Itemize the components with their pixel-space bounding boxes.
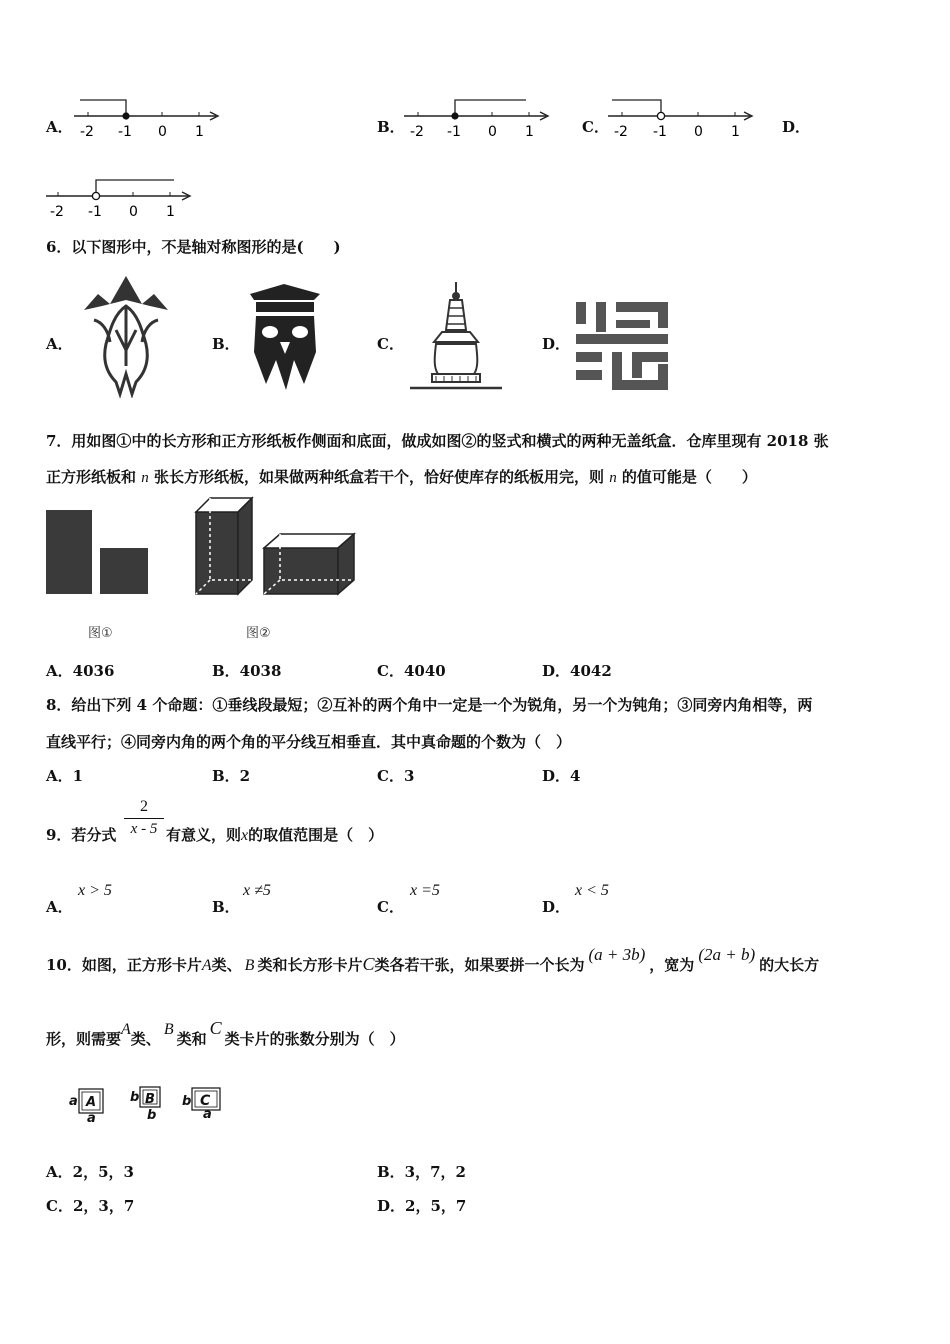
q9-rest: 有意义，则x的取值范围是（ ） [166,826,384,844]
option-letter: B． [377,118,405,136]
q9-option-a-expr: x > 5 [78,882,112,899]
q10-option-b: B．3，7，2 [377,1163,466,1181]
q9-option-d-expr: x < 5 [575,882,609,899]
q7-option-a: A．4036 [46,662,115,680]
card-a-label: A [86,1095,97,1110]
q9-prefix: 9．若分式 [46,826,117,844]
figure-icon-c [406,280,504,394]
number-line-c [604,94,764,140]
q9-option-a-letter: A． [46,898,73,916]
tick-label: 1 [166,204,175,220]
card-c-label: C [200,1093,211,1109]
figure-2-caption: 图② [246,626,271,641]
card-a-side: a [69,1094,78,1109]
q6-option-a: A． [46,335,73,353]
card-b-bottom: b [147,1108,157,1123]
number-line-d [42,174,202,220]
q8-line2: 直线平行；④同旁内角的两个角的平分线互相垂直．其中真命题的个数为（ ） [46,733,572,751]
q10-option-d: D．2，5，7 [377,1197,467,1215]
q6-option-d: D． [542,335,571,353]
q10-cards [66,1082,236,1126]
tick-label: -1 [653,124,667,140]
q7-line1: 7．用如图①中的长方形和正方形纸板作侧面和底面，做成如图②的竖式和横式的两种无盖纸盒．仓库里现有 2018 张 [46,432,829,450]
q8-option-c: C．3 [377,767,415,785]
q7-option-c: C．4040 [377,662,446,680]
number-line-b [400,94,560,140]
card-a-bottom: a [87,1111,96,1126]
tick-label: -2 [50,204,64,220]
tick-label: 0 [129,204,138,220]
tick-label: -1 [88,204,102,220]
tick-label: -1 [447,124,461,140]
tick-label: 0 [158,124,167,140]
q10-line1: 10．如图，正方形卡片A类、 B 类和长方形卡片C类各若干张，如果要拼一个长为(a + 3b)，宽为(2a + b)的大长方 [46,945,820,974]
tick-label: -2 [80,124,94,140]
fraction-denominator: x - 5 [130,821,158,837]
q9-option-b-letter: B． [212,898,240,916]
q9-option-d-letter: D． [542,898,571,916]
q8-option-a: A．1 [46,767,84,785]
tick-label: 1 [525,124,534,140]
q8-option-d: D．4 [542,767,581,785]
q6-option-c: C． [377,335,404,353]
card-c-side: b [182,1094,192,1109]
q8-line1: 8．给出下列 4 个命题：①垂线段最短；②互补的两个角中一定是一个为锐角，另一个为钝角；③同旁内角相等，两 [46,696,813,714]
q7-option-d: D．4042 [542,662,612,680]
tick-label: 0 [694,124,703,140]
tick-label: -2 [614,124,628,140]
tick-label: -1 [118,124,132,140]
option-letter: C． [582,118,609,136]
q7-figure [44,496,364,600]
fraction-numerator: 2 [140,798,148,815]
figure-icon-b [244,280,326,392]
card-b-side: b [130,1090,140,1105]
number-line-a [70,94,230,140]
q10-option-a: A．2，5，3 [46,1163,134,1181]
card-c-bottom: a [203,1107,212,1122]
q9-fraction [124,798,164,838]
tick-label: 1 [731,124,740,140]
q9-option-c-letter: C． [377,898,404,916]
card-b-label: B [145,1092,155,1107]
figure-icon-a [80,270,172,398]
q10-option-c: C．2，3，7 [46,1197,135,1215]
figure-1-caption: 图① [88,626,113,641]
tick-label: 1 [195,124,204,140]
q7-line2: 正方形纸板和 n 张长方形纸板，如果做两种纸盒若干个，恰好使库存的纸板用完，则 n 的值可能是（ ） [46,468,757,486]
q9-option-b-expr: x ≠5 [243,882,271,899]
figure-icon-d [574,298,670,394]
option-letter: A． [46,118,73,136]
q9-option-c-expr: x =5 [410,882,440,899]
q10-line2: 形，则需要A类、B类和C类卡片的张数分别为（ ） [46,1018,405,1048]
q8-option-b: B．2 [212,767,251,785]
q6-option-b: B． [212,335,240,353]
option-letter: D． [782,118,811,136]
tick-label: -2 [410,124,424,140]
q7-option-b: B．4038 [212,662,282,680]
q6-stem: 6．以下图形中，不是轴对称图形的是( ) [46,238,341,256]
tick-label: 0 [488,124,497,140]
